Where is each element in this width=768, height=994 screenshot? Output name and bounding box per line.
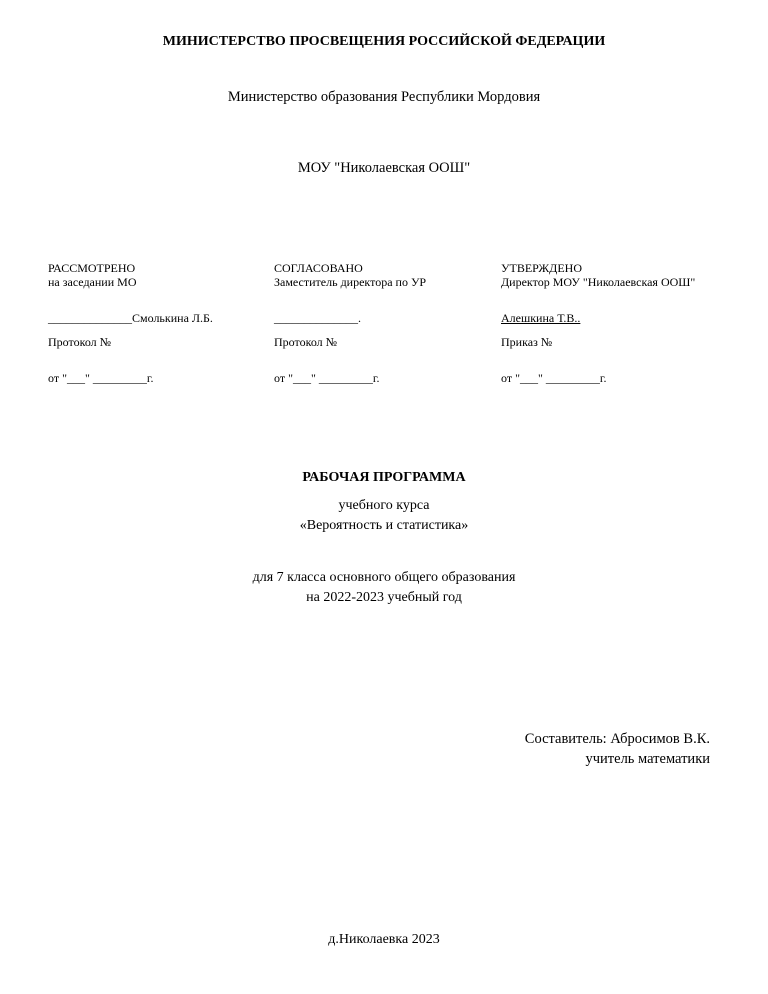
reviewed-subtitle: на заседании МО	[48, 275, 137, 289]
course-block	[0, 496, 768, 536]
course-line-1: учебного курса	[338, 498, 430, 513]
approved-signature: Алешкина Т.В..	[501, 311, 581, 325]
reviewed-title: РАССМОТРЕНО	[48, 261, 136, 275]
agreed-subtitle: Заместитель директора по УР	[274, 275, 427, 289]
program-title: РАБОЧАЯ ПРОГРАММА	[302, 470, 466, 485]
approved-title: УТВЕРЖДЕНО	[501, 261, 583, 275]
grade-block	[0, 568, 768, 608]
school-name: МОУ "Николаевская ООШ"	[297, 160, 471, 176]
approved-subtitle: Директор МОУ "Николаевская ООШ"	[501, 275, 696, 289]
regional-ministry: Министерство образования Республики Мордовия	[227, 89, 541, 105]
grade-line: для 7 класса основного общего образования	[252, 570, 516, 585]
reviewed-protocol: Протокол №	[48, 335, 112, 349]
reviewed-date: от "___" _________г.	[48, 371, 154, 385]
agreed-signature: ______________.	[274, 311, 361, 325]
place-year: д.Николаевка 2023	[328, 932, 440, 947]
approved-protocol: Приказ №	[501, 335, 553, 349]
author-block	[525, 729, 710, 769]
compiler-position: учитель математики	[585, 751, 710, 767]
agreed-protocol: Протокол №	[274, 335, 338, 349]
year-line: на 2022-2023 учебный год	[306, 590, 462, 605]
course-name: «Вероятность и статистика»	[299, 518, 469, 533]
agreed-title: СОГЛАСОВАНО	[274, 261, 363, 275]
compiler: Составитель: Абросимов В.К.	[524, 731, 710, 747]
reviewed-signature: ______________Смолькина Л.Б.	[48, 311, 213, 325]
agreed-date: от "___" _________г.	[274, 371, 380, 385]
approved-date: от "___" _________г.	[501, 371, 607, 385]
ministry-title: МИНИСТЕРСТВО ПРОСВЕЩЕНИЯ РОССИЙСКОЙ ФЕДЕРАЦИИ	[162, 34, 606, 49]
